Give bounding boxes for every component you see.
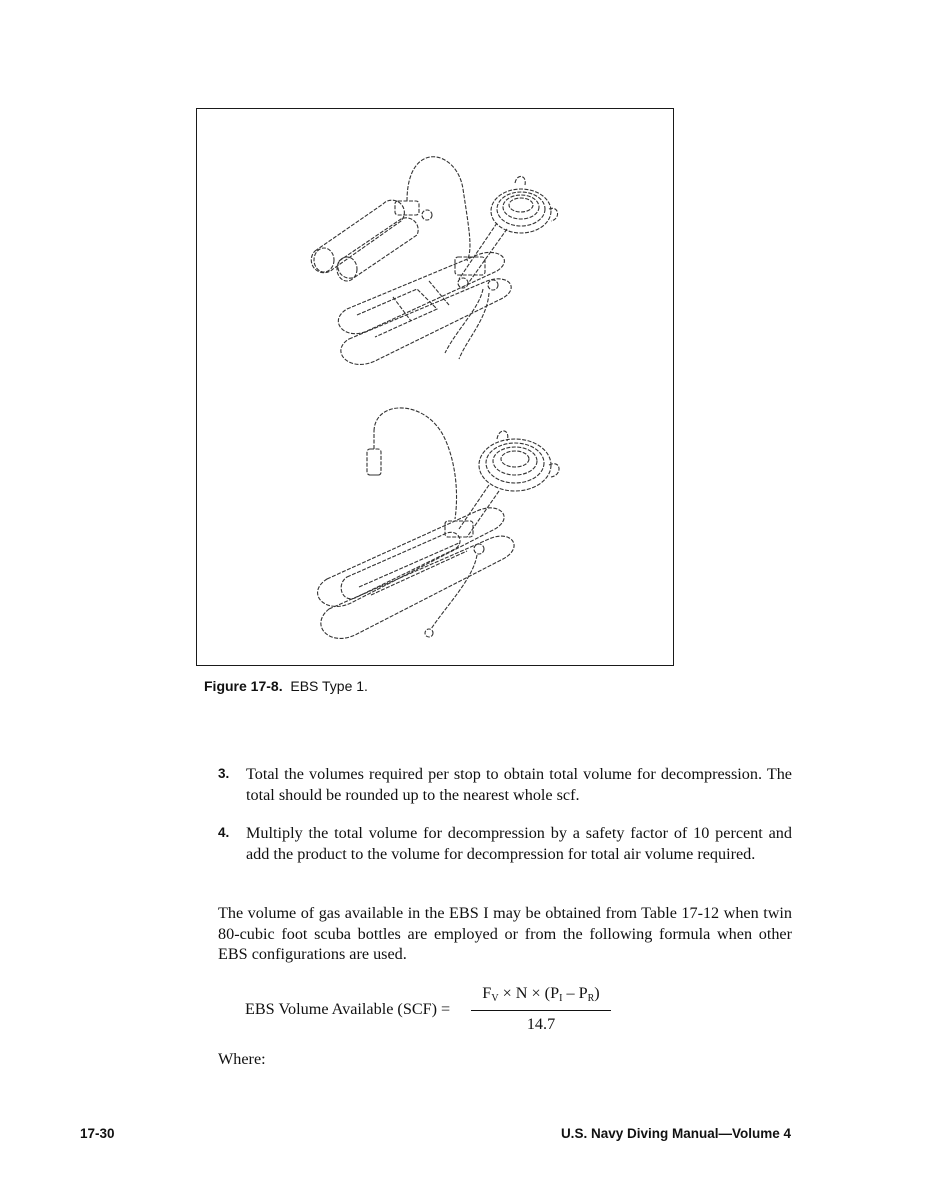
list-item-number: 3. — [218, 766, 230, 781]
ebs-top-drawing — [311, 157, 557, 365]
formula-denominator: 14.7 — [526, 1015, 556, 1033]
ebs-illustration — [197, 109, 673, 665]
figure-caption-text: EBS Type 1. — [290, 678, 368, 694]
formula-minus: – P — [562, 984, 588, 1002]
list-item-text: Multiply the total volume for decompression by a safety factor of 10 percent and add the product to the volume for decompression for total air volume required. — [246, 824, 792, 863]
formula-numerator — [471, 984, 611, 1008]
formula-close: ) — [594, 984, 600, 1002]
formula-fv: F — [482, 984, 492, 1002]
list-item-number: 4. — [218, 825, 230, 840]
body-paragraph: The volume of gas available in the EBS I may be obtained from Table 17-12 when twin 80-cubic foot scuba bottles are employed or from the following formula when other EBS configurations are used. — [218, 904, 792, 963]
figure-frame — [196, 108, 674, 666]
formula-lhs: EBS Volume Available (SCF) = — [245, 1000, 451, 1018]
ebs-volume-formula — [245, 984, 625, 1044]
ebs-bottom-drawing — [318, 408, 559, 639]
formula-fraction — [471, 984, 611, 1034]
formula-pi-sub: I — [559, 993, 563, 1004]
figure-caption — [204, 678, 368, 694]
formula-fv-sub: V — [491, 993, 499, 1004]
list-item-text: Total the volumes required per stop to obtain total volume for decompression. The total should be rounded up to the nearest whole scf. — [246, 765, 792, 804]
footer-title: U.S. Navy Diving Manual—Volume 4 — [560, 1126, 791, 1141]
list-item — [218, 823, 792, 864]
list-item — [218, 764, 792, 805]
where-label: Where: — [218, 1050, 266, 1068]
page-number: 17-30 — [80, 1126, 115, 1141]
formula-times: × N × (P — [498, 984, 560, 1002]
figure-label: Figure 17-8. — [204, 678, 283, 694]
fraction-bar — [471, 1010, 611, 1011]
formula-pr-sub: R — [587, 993, 595, 1004]
